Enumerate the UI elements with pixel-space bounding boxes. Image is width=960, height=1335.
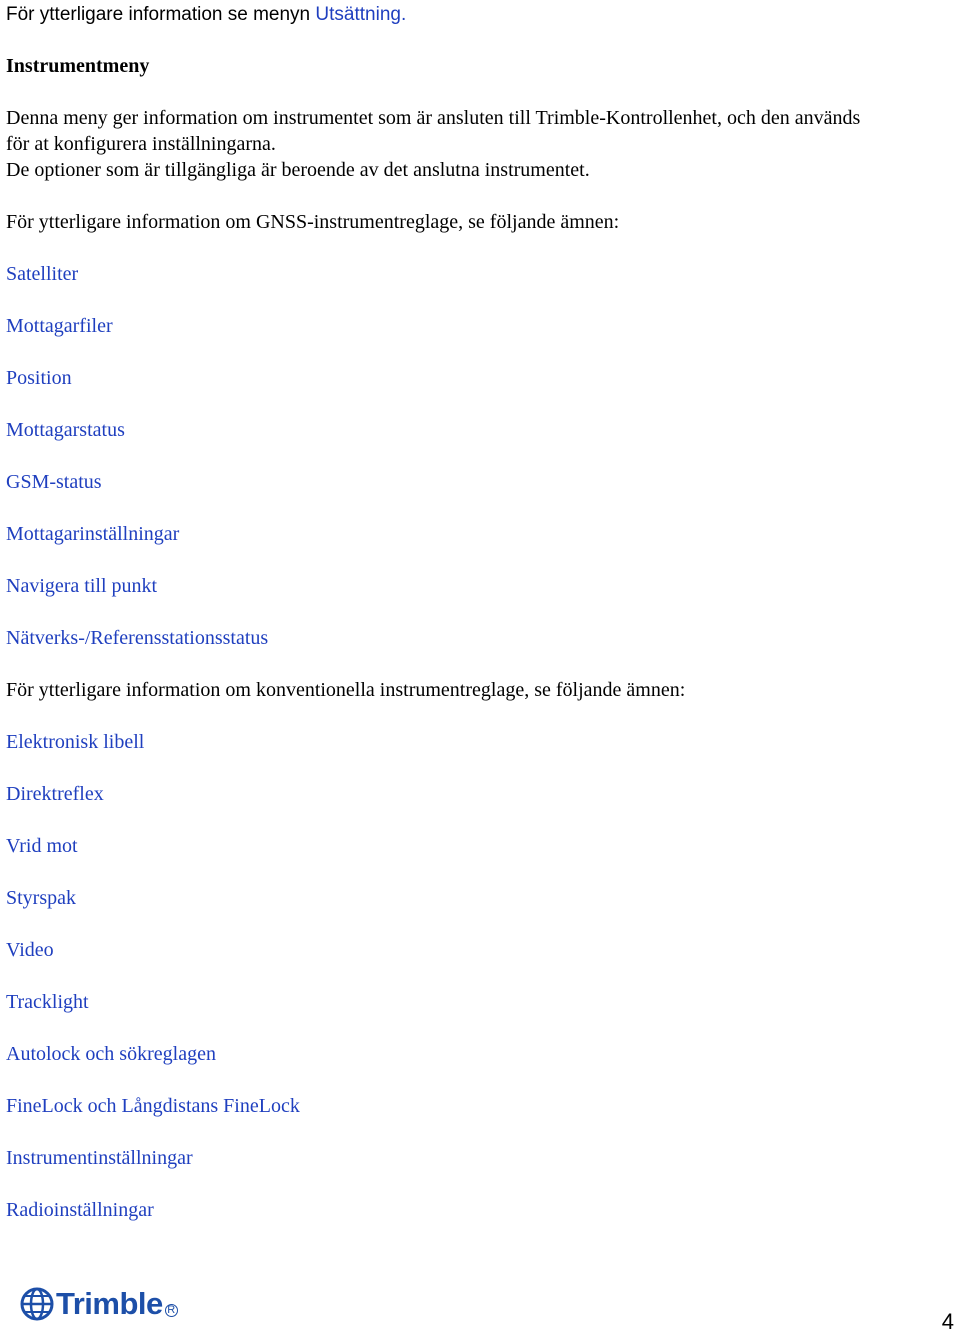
description-line-2: för at konfigurera inställningarna.: [6, 133, 276, 155]
link-vrid-mot[interactable]: Vrid mot: [6, 835, 78, 857]
intro-text: För ytterligare information se menyn: [6, 4, 316, 25]
link-navigera-till-punkt[interactable]: Navigera till punkt: [6, 575, 158, 597]
link-natverks-referensstationsstatus[interactable]: Nätverks-/Referensstationsstatus: [6, 627, 269, 649]
gnss-intro: För ytterligare information om GNSS-instrumentreglage, se följande ämnen:: [6, 211, 620, 233]
link-position[interactable]: Position: [6, 367, 72, 389]
registered-mark: R: [165, 1304, 178, 1317]
link-instrumentinstallningar[interactable]: Instrumentinställningar: [6, 1147, 193, 1169]
logo-text: Trimble: [56, 1286, 163, 1321]
description-line-1: Denna meny ger information om instrumentet som är ansluten till Trimble-Kontrollenhet, och den används: [6, 107, 861, 129]
intro-line: [6, 2, 406, 28]
description-line-3: De optioner som är tillgängliga är beroende av det anslutna instrumentet.: [6, 159, 590, 181]
link-gsm-status[interactable]: GSM-status: [6, 471, 102, 493]
link-radioinstallningar[interactable]: Radioinställningar: [6, 1199, 154, 1221]
link-mottagarinstallningar[interactable]: Mottagarinställningar: [6, 523, 180, 545]
globe-icon: [20, 1287, 54, 1321]
link-mottagarstatus[interactable]: Mottagarstatus: [6, 419, 125, 441]
trimble-logo: [20, 1284, 178, 1324]
link-finelock[interactable]: FineLock och Långdistans FineLock: [6, 1095, 300, 1117]
conventional-intro: För ytterligare information om konventionella instrumentreglage, se följande ämnen:: [6, 679, 686, 701]
link-direktreflex[interactable]: Direktreflex: [6, 783, 104, 805]
link-tracklight[interactable]: Tracklight: [6, 991, 89, 1013]
link-video[interactable]: Video: [6, 939, 54, 961]
utsattning-link[interactable]: Utsättning.: [315, 4, 407, 25]
page-title: Instrumentmeny: [6, 55, 150, 77]
link-elektronisk-libell[interactable]: Elektronisk libell: [6, 731, 145, 753]
link-styrspak[interactable]: Styrspak: [6, 887, 76, 909]
page-number: 4: [941, 1309, 954, 1334]
link-satelliter[interactable]: Satelliter: [6, 263, 79, 285]
link-mottagarfiler[interactable]: Mottagarfiler: [6, 315, 113, 337]
link-autolock-och-sokreglagen[interactable]: Autolock och sökreglagen: [6, 1043, 216, 1065]
